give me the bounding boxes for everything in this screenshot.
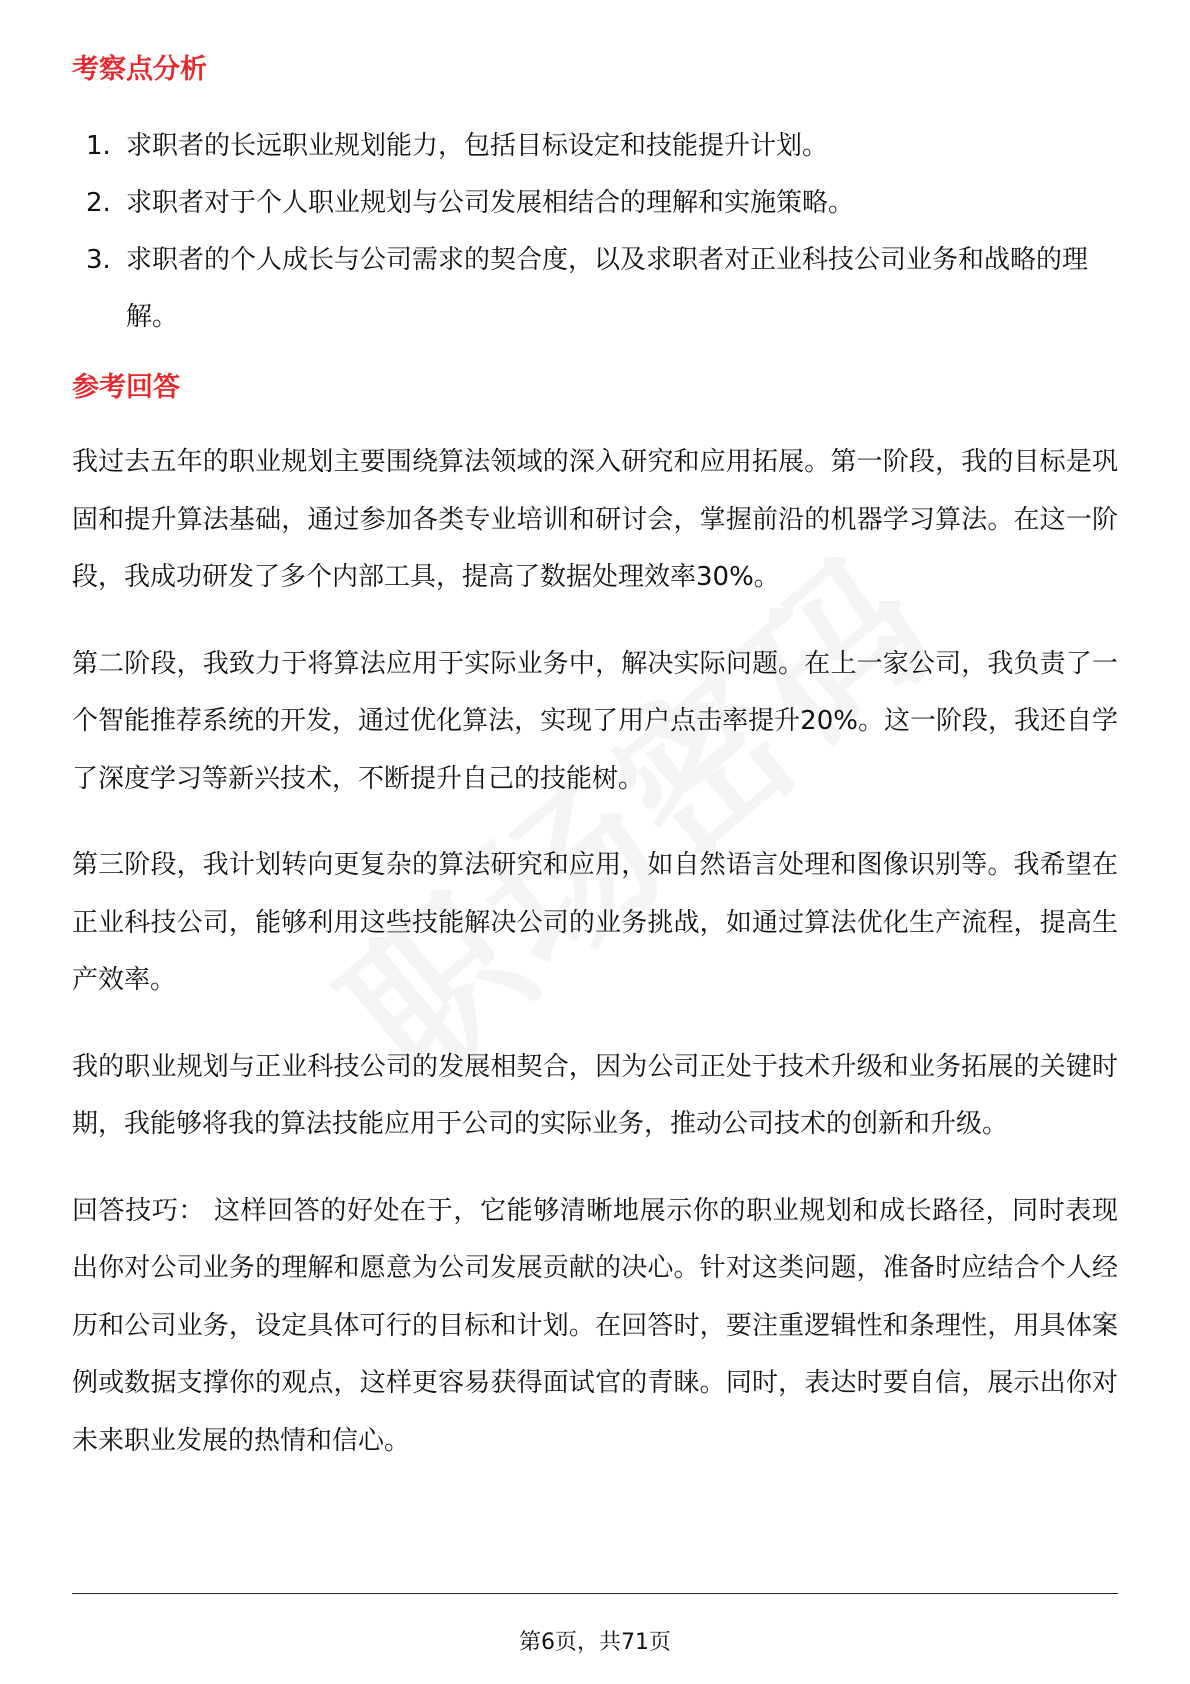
list-item-number: 2. [86, 188, 111, 218]
page-content [72, 44, 1118, 1470]
answer-paragraph: 我的职业规划与正业科技公司的发展相契合，因为公司正处于技术升级和业务拓展的关键时期，我能够将我的算法技能应用于公司的实际业务，推动公司技术的创新和升级。 [72, 1051, 1118, 1139]
analysis-points-list [72, 118, 1118, 346]
list-item [72, 232, 1118, 346]
footer-divider [72, 1593, 1118, 1594]
list-item-text: 求职者的个人成长与公司需求的契合度，以及求职者对正业科技公司业务和战略的理解。 [126, 245, 1089, 332]
list-item [72, 175, 1118, 232]
list-item-text: 求职者对于个人职业规划与公司发展相结合的理解和实施策略。 [126, 188, 855, 218]
list-item [72, 118, 1118, 175]
page-number: 第6页，共71页 [519, 1630, 671, 1655]
answer-paragraph: 第三阶段，我计划转向更复杂的算法研究和应用，如自然语言处理和图像识别等。我希望在正业科技公司，能够利用这些技能解决公司的业务挑战，如通过算法优化生产流程，提高生产效率。 [72, 850, 1118, 995]
answer-paragraph: 我过去五年的职业规划主要围绕算法领域的深入研究和应用拓展。第一阶段，我的目标是巩固和提升算法基础，通过参加各类专业培训和研讨会，掌握前沿的机器学习算法。在这一阶段，我成功研发了多个内部工具，提高了数据处理效率30%。 [72, 447, 1118, 592]
list-item-number: 3. [86, 245, 111, 275]
list-item-text: 求职者的长远职业规划能力，包括目标设定和技能提升计划。 [126, 131, 829, 161]
answer-paragraph: 第二阶段，我致力于将算法应用于实际业务中，解决实际问题。在上一家公司，我负责了一个智能推荐系统的开发，通过优化算法，实现了用户点击率提升20%。这一阶段，我还自学了深度学习等新兴技术，不断提升自己的技能树。 [72, 648, 1118, 794]
analysis-heading: 考察点分析 [72, 54, 207, 85]
answer-heading: 参考回答 [72, 372, 180, 403]
list-item-number: 1. [86, 131, 111, 161]
answer-tips-paragraph: 回答技巧： 这样回答的好处在于，它能够清晰地展示你的职业规划和成长路径，同时表现出你对公司业务的理解和愿意为公司发展贡献的决心。针对这类问题，准备时应结合个人经历和公司业务，设定具体可行的目标和计划。在回答时，要注重逻辑性和条理性，用具体案例或数据支撑你的观点，这样更容易获得面试官的青睐。同时，表达时要自信，展示出你对未来职业发展的热情和信心。 [72, 1195, 1118, 1456]
